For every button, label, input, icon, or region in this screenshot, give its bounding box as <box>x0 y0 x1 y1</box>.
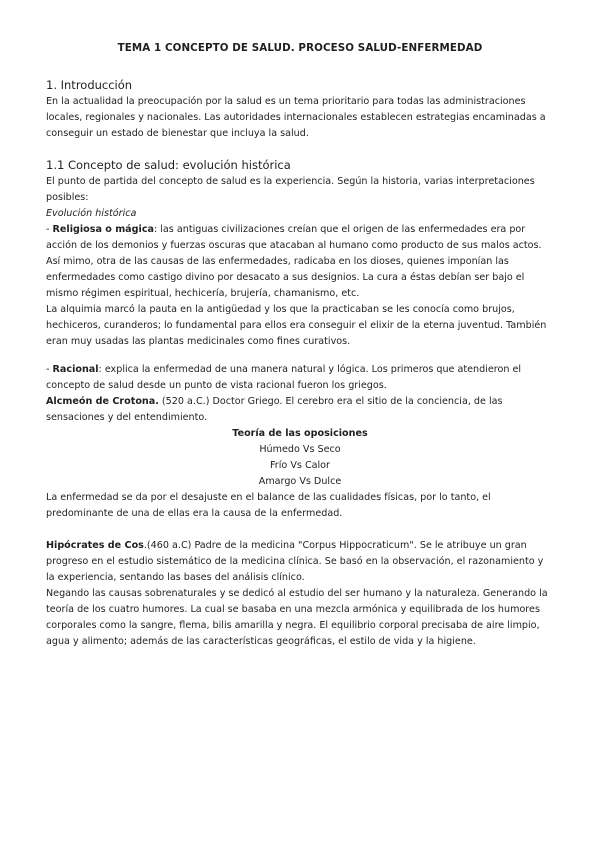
concept-lead-paragraph: El punto de partida del concepto de salud es la experiencia. Según la historia, varias interpretaciones posibles: <box>46 176 535 203</box>
theory-title: Teoría de las oposiciones <box>232 428 368 439</box>
intro-paragraph: En la actualidad la preocupación por la salud es un tema prioritario para todas las administraciones locales, regionales y nacionales. Las autoridades internacionales establecen estrategias encaminadas a conseguir un estado de bienestar que incluya la salud. <box>46 96 546 139</box>
alcmeon-paragraph <box>46 394 554 426</box>
alcmeon-name: Alcmeón de Crotona. <box>46 396 159 407</box>
rational-paragraph <box>46 362 554 394</box>
rational-bullet: - <box>46 364 53 375</box>
humors-paragraph: Negando las causas sobrenaturales y se dedicó al estudio del ser humano y la naturaleza. Generando la teoría de los cuatro humores. La cual se basaba en una mezcla armónica y equilibrada de los humores corporales como la sangre, flema, bilis amarilla y negra. El equilibrio corporal precisaba de aire limpio, agua y alimento; además de las características geográficas, el estilo de vida y la higiene. <box>46 588 548 647</box>
document-title: TEMA 1 CONCEPTO DE SALUD. PROCESO SALUD-ENFERMEDAD <box>117 42 483 54</box>
religious-bullet: - <box>46 224 53 235</box>
theory-item: Frío Vs Calor <box>269 460 331 471</box>
theory-item: Húmedo Vs Seco <box>259 444 341 455</box>
religious-text: : las antiguas civilizaciones creían que el origen de las enfermedades era por acción de los demonios y fuerzas oscuras que atacaban al humano como producto de sus malos actos. Así mimo, otra de las causas de las enfermedades, radicaba en los dioses, quienes imponían las enfermedades como castigo divino por desacato a sus designios. La cura a éstas debían ser bajo el mismo régimen espiritual, hechicería, brujería, chamanismo, etc. <box>46 224 542 299</box>
intro-heading: 1. Introducción <box>46 78 133 92</box>
evolution-subheading: Evolución histórica <box>46 208 137 219</box>
alcmeon-text: (520 a.C.) Doctor Griego. El cerebro era el sitio de la conciencia, de las sensaciones y del entendimiento. <box>46 396 503 423</box>
religious-paragraph <box>46 222 554 302</box>
hippocrates-paragraph <box>46 538 554 586</box>
alchemy-paragraph: La alquimia marcó la pauta en la antigüedad y los que la practicaban se les conocía como brujos, hechiceros, curanderos; lo fundamental para ellos era conseguir el elixir de la eterna juventud. También eran muy usadas las plantas medicinales como fines curativos. <box>46 304 547 347</box>
rational-text: : explica la enfermedad de una manera natural y lógica. Los primeros que atendieron el concepto de salud desde un punto de vista racional fueron los griegos. <box>46 364 522 391</box>
concept-heading: 1.1 Concepto de salud: evolución histórica <box>46 158 291 172</box>
hippocrates-text: .(460 a.C) Padre de la medicina "Corpus Hippocraticum". Se le atribuye un gran progreso en el estudio sistemático de la medicina clínica. Se basó en la observación, el razonamiento y la experiencia, sentando las bases del análisis clínico. <box>46 540 544 583</box>
hippocrates-name: Hipócrates de Cos <box>46 540 144 551</box>
disease-paragraph: La enfermedad se da por el desajuste en el balance de las cualidades físicas, por lo tanto, el predominante de una de ellas era la causa de la enfermedad. <box>46 492 491 519</box>
rational-term: Racional <box>52 364 99 375</box>
religious-term: Religiosa o mágica <box>52 224 154 235</box>
theory-item: Amargo Vs Dulce <box>258 476 342 487</box>
